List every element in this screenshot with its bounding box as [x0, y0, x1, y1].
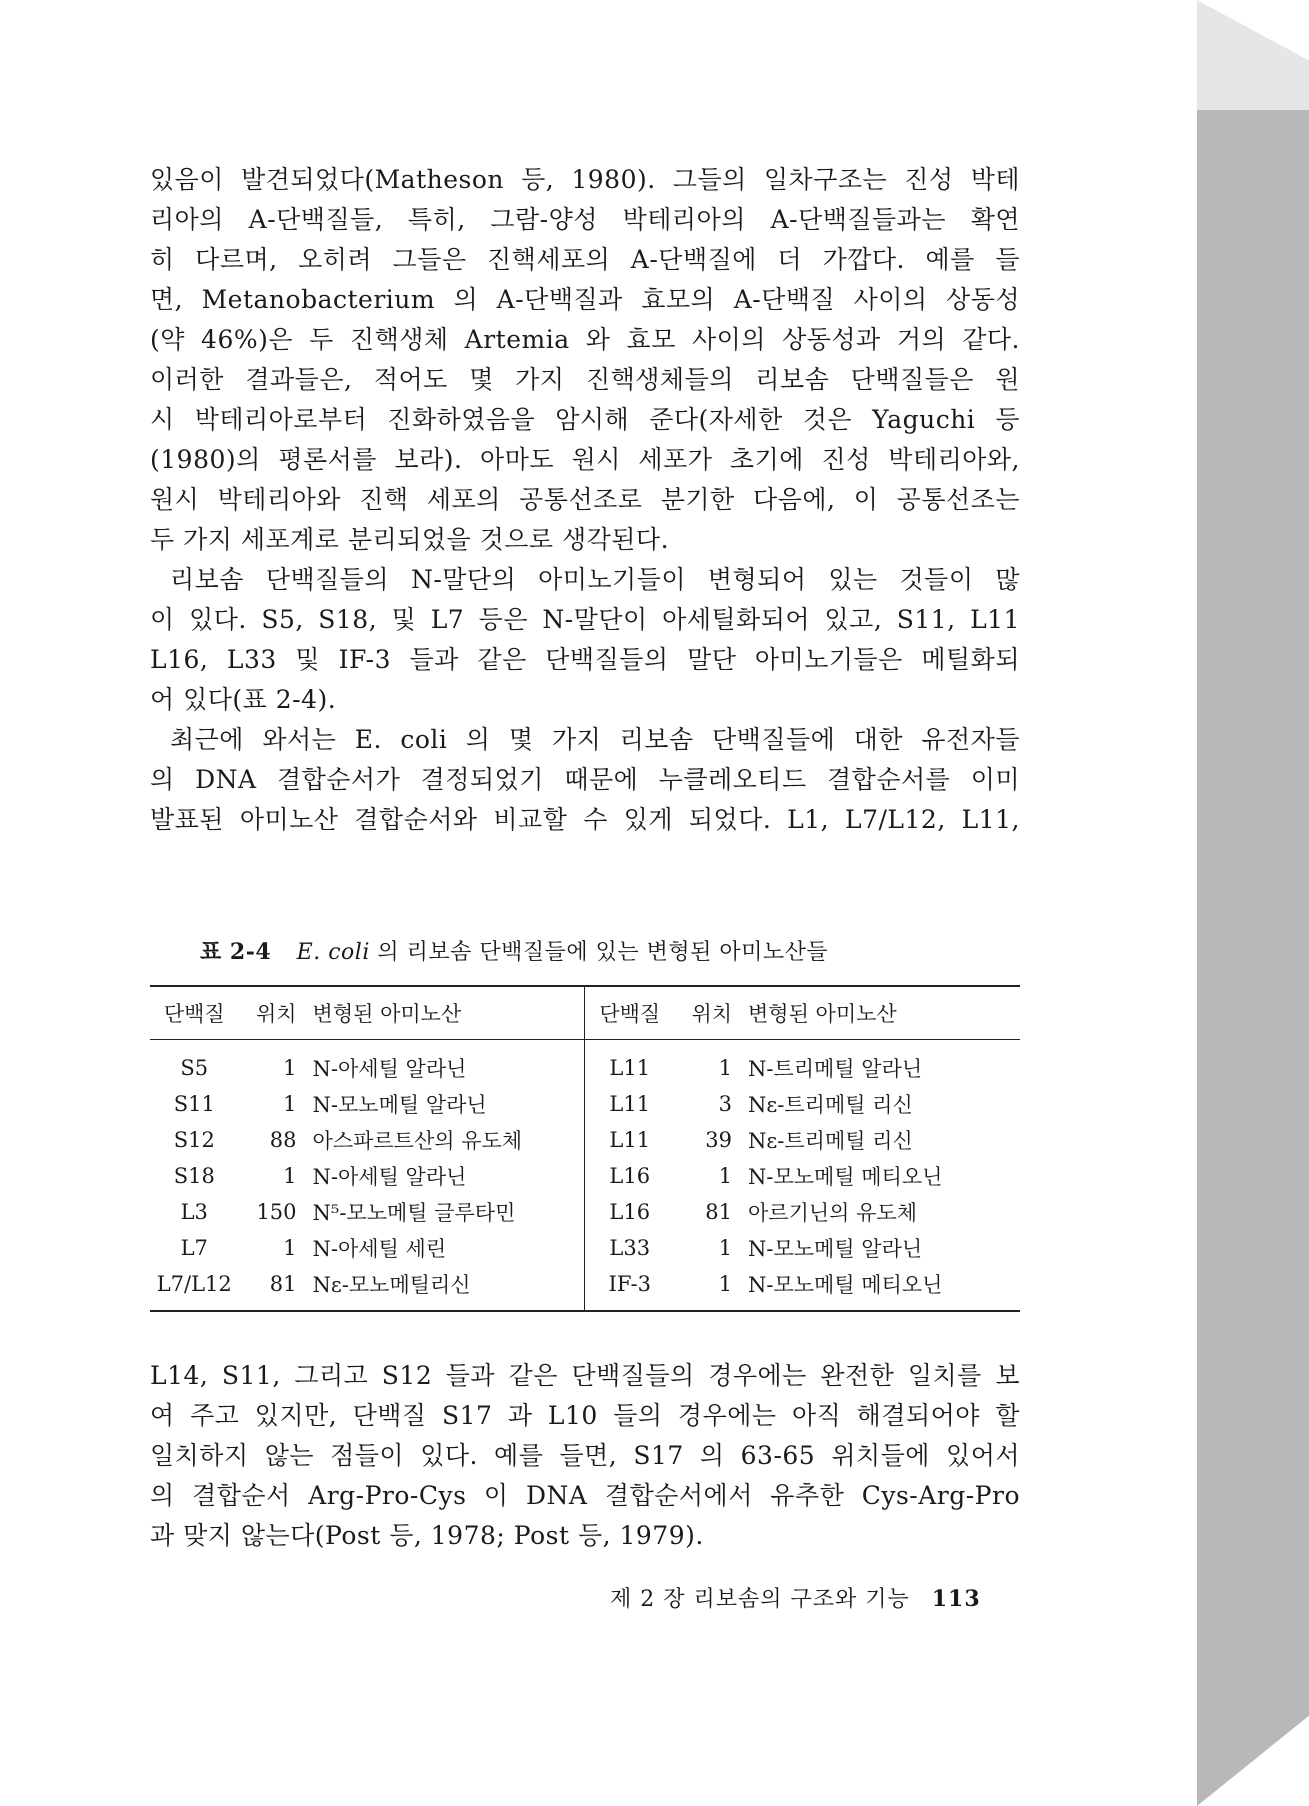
cell-modified: N-모노메틸 알라닌 — [312, 1093, 487, 1117]
cell-position: 1 — [283, 1056, 297, 1080]
body-text-top — [150, 160, 1020, 840]
cell-position: 88 — [269, 1128, 297, 1152]
text-line: 발표된 아미노산 결합순서와 비교할 수 있게 되었다. L1, L7/L12, L11, — [150, 805, 1020, 834]
cell-protein: S11 — [173, 1092, 215, 1116]
table-header-row — [150, 986, 1020, 1040]
cell-position: 1 — [283, 1164, 297, 1188]
table-row — [150, 1230, 1020, 1266]
col-header-protein: 단백질 — [163, 1002, 225, 1026]
table-caption-text: 의 리보솜 단백질들에 있는 변형된 아미노산들 — [377, 940, 829, 965]
cell-protein: IF-3 — [585, 1266, 674, 1311]
cell-modified: 아르기닌의 유도체 — [748, 1201, 917, 1225]
cell-protein: L11 — [585, 1122, 674, 1158]
cell-protein: S12 — [173, 1128, 215, 1152]
text-line: (1980)의 평론서를 보라). 아마도 원시 세포가 초기에 진성 박테리아와, — [150, 445, 1020, 474]
cell-protein: L7 — [180, 1236, 208, 1260]
text-line: 이 있다. S5, S18, 및 L7 등은 N-말단이 아세틸화되어 있고, S11, L11 — [150, 605, 1020, 634]
cell-position: 1 — [718, 1236, 733, 1260]
cell-position: 1 — [718, 1164, 733, 1188]
text-line: 두 가지 세포계로 분리되었을 것으로 생각된다. — [150, 525, 670, 554]
text-line: 과 맞지 않는다(Post 등, 1978; Post 등, 1979). — [150, 1521, 704, 1550]
table-caption-organism: E. coli — [296, 940, 370, 965]
text-line: 면, Metanobacterium 의 A-단백질과 효모의 A-단백질 사이의 상동성 — [150, 285, 1020, 314]
table-row — [150, 1158, 1020, 1194]
cell-protein: L16 — [585, 1194, 674, 1230]
body-text-bottom — [150, 1356, 1020, 1556]
cell-position: 150 — [256, 1200, 297, 1224]
text-line: 이러한 결과들은, 적어도 몇 가지 진핵생체들의 리보솜 단백질들은 원 — [150, 365, 1020, 394]
book-edge-top — [1197, 0, 1309, 110]
text-line: (약 46%)은 두 진핵생체 Artemia 와 효모 사이의 상동성과 거의 같다. — [150, 325, 1020, 354]
cell-position: 1 — [283, 1236, 297, 1260]
page-number: 113 — [931, 1586, 981, 1612]
text-line: 의 DNA 결합순서가 결정되었기 때문에 누클레오티드 결합순서를 이미 — [150, 765, 1020, 794]
text-line: 리아의 A-단백질들, 특히, 그람-양성 박테리아의 A-단백질들과는 확연 — [150, 205, 1020, 234]
text-line: L16, L33 및 IF-3 들과 같은 단백질들의 말단 아미노기들은 메틸화되 — [150, 645, 1020, 674]
modified-amino-acids-table — [150, 985, 1020, 1312]
cell-position: 3 — [718, 1092, 733, 1116]
table-row — [150, 1122, 1020, 1158]
col-header-protein-2: 단백질 — [585, 986, 674, 1040]
col-header-modified-2: 변형된 아미노산 — [748, 1002, 897, 1026]
text-line: 일치하지 않는 점들이 있다. 예를 들면, S17 의 63-65 위치들에 있어서 — [150, 1441, 1020, 1470]
cell-protein: L11 — [585, 1040, 674, 1087]
cell-protein: L3 — [180, 1200, 208, 1224]
table-row — [150, 1040, 1020, 1087]
cell-modified: N-모노메틸 메티오닌 — [748, 1273, 943, 1297]
text-line: 어 있다(표 2-4). — [150, 685, 337, 714]
cell-protein: L11 — [585, 1086, 674, 1122]
cell-protein: L16 — [585, 1158, 674, 1194]
cell-modified: N-아세틸 알라닌 — [312, 1057, 467, 1081]
col-header-modified: 변형된 아미노산 — [312, 1002, 462, 1026]
cell-modified: N-아세틸 세린 — [312, 1237, 447, 1261]
page-footer — [610, 1582, 981, 1613]
col-header-position-2: 위치 — [691, 1002, 733, 1026]
cell-position: 81 — [705, 1200, 733, 1224]
table-row — [150, 1194, 1020, 1230]
text-line: 히 다르며, 오히려 그들은 진핵세포의 A-단백질에 더 가깝다. 예를 들 — [150, 245, 1020, 274]
table-row — [150, 1086, 1020, 1122]
cell-position: 1 — [718, 1272, 733, 1296]
text-line: 리보솜 단백질들의 N-말단의 아미노기들이 변형되어 있는 것들이 많 — [170, 565, 1020, 594]
cell-modified: Nε-모노메틸리신 — [312, 1273, 471, 1297]
book-edge — [1197, 0, 1309, 1806]
cell-position: 1 — [718, 1056, 733, 1080]
cell-position: 39 — [705, 1128, 733, 1152]
text-line: 시 박테리아로부터 진화하였음을 암시해 준다(자세한 것은 Yaguchi 등 — [150, 405, 1020, 434]
cell-position: 1 — [283, 1092, 297, 1116]
cell-modified: N⁵-모노메틸 글루타민 — [312, 1201, 516, 1225]
cell-protein: L7/L12 — [156, 1272, 232, 1296]
text-line: 원시 박테리아와 진핵 세포의 공통선조로 분기한 다음에, 이 공통선조는 — [150, 485, 1020, 514]
table-caption-number: 표 2-4 — [200, 939, 272, 965]
cell-protein: S18 — [173, 1164, 215, 1188]
table-row — [150, 1266, 1020, 1311]
cell-modified: N-트리메틸 알라닌 — [748, 1057, 923, 1081]
cell-modified: N-모노메틸 알라닌 — [748, 1237, 923, 1261]
table-caption — [200, 935, 828, 966]
text-line: 의 결합순서 Arg-Pro-Cys 이 DNA 결합순서에서 유추한 Cys-Arg-Pro — [150, 1481, 1020, 1510]
cell-modified: Nε-트리메틸 리신 — [748, 1129, 913, 1153]
cell-modified: 아스파르트산의 유도체 — [312, 1129, 523, 1153]
cell-protein: S5 — [180, 1056, 209, 1080]
chapter-title: 제 2 장 리보솜의 구조와 기능 — [610, 1587, 910, 1612]
text-line: 최근에 와서는 E. coli 의 몇 가지 리보솜 단백질들에 대한 유전자들 — [170, 725, 1020, 754]
cell-position: 81 — [269, 1272, 297, 1296]
cell-protein: L33 — [585, 1230, 674, 1266]
text-line: 있음이 발견되었다(Matheson 등, 1980). 그들의 일차구조는 진성 박테 — [150, 165, 1020, 194]
cell-modified: N-모노메틸 메티오닌 — [748, 1165, 943, 1189]
text-line: L14, S11, 그리고 S12 들과 같은 단백질들의 경우에는 완전한 일치를 보 — [150, 1361, 1020, 1390]
cell-modified: N-아세틸 알라닌 — [312, 1165, 467, 1189]
text-line: 여 주고 있지만, 단백질 S17 과 L10 들의 경우에는 아직 해결되어야 할 — [150, 1401, 1020, 1430]
col-header-position: 위치 — [255, 1002, 297, 1026]
cell-modified: Nε-트리메틸 리신 — [748, 1093, 913, 1117]
